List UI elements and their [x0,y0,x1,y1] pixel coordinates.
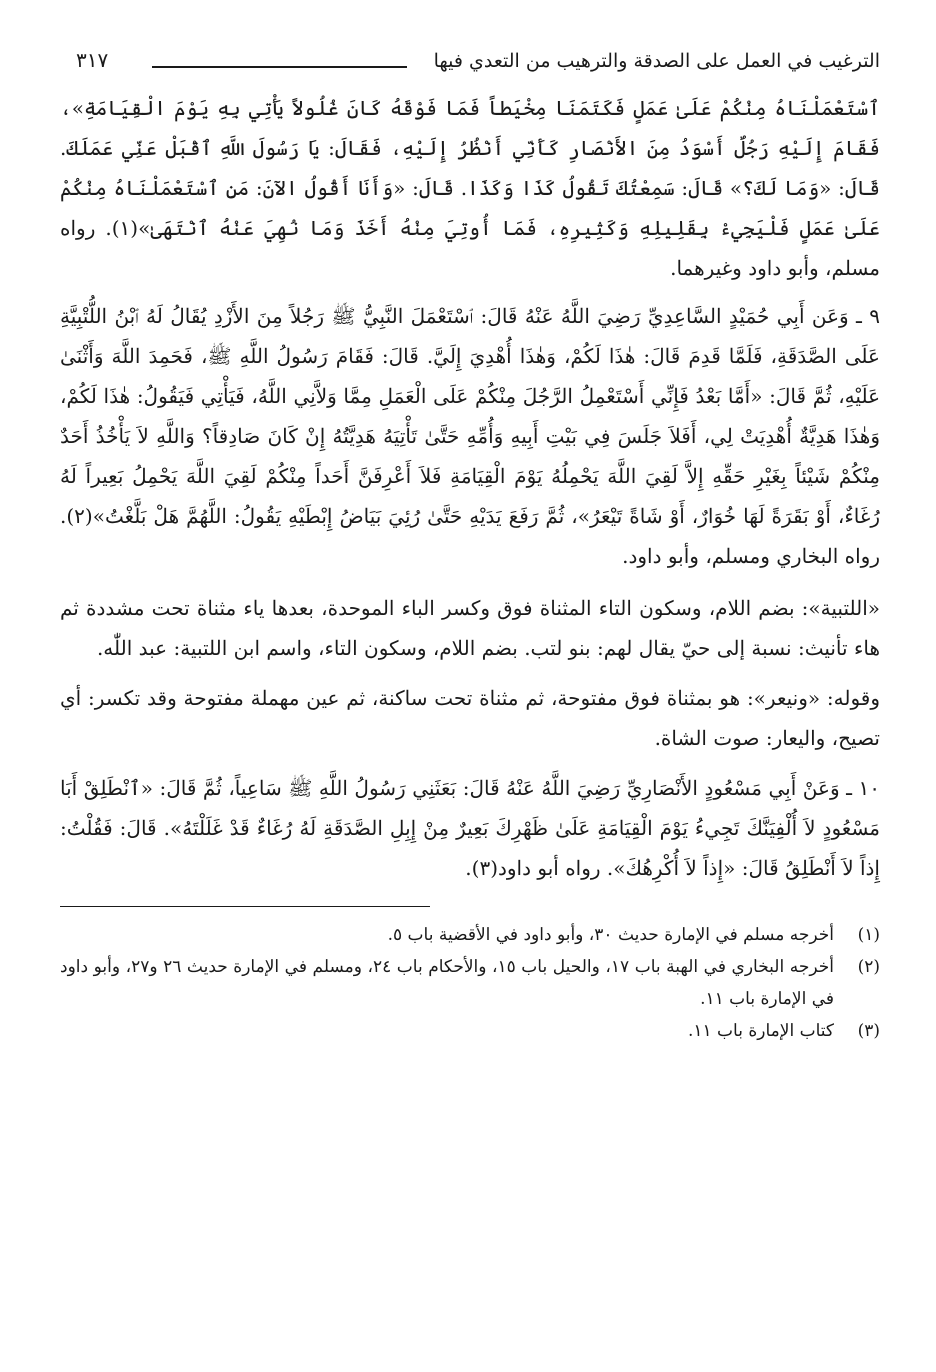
footnote-text: أخرجه البخاري في الهبة باب ١٧، والحيل باب ١٥، والأحكام باب ٢٤، ومسلم في الإمارة حديث ٢٦ و٢٧، وأبو داود في الإمارة باب ١١. [60,957,834,1009]
footnote-marker: (٢) [857,957,880,977]
footnote-marker: (٣) [857,1021,880,1041]
footnote-marker: (١) [857,925,880,945]
footnote-3 [60,1015,880,1047]
page-number: ٣١٧ [76,48,109,72]
footnote-text: كتاب الإمارة باب ١١. [687,1021,834,1041]
page-header [60,40,880,88]
footnotes [60,919,880,1047]
hadith-continuation-paragraph: ٱسْتَعْمَلْنَاهُ مِنْكُمْ عَلَىٰ عَمَلٍ فَكَتَمَنَا مِخْيَطاً فَمَا فَوْقَهُ كَانَ غُلُولاً يَأْتِي بِهِ يَوْمَ الْقِيَامَةِ»، فَقَامَ إِلَيْهِ رَجُلٌ أَسْوَدُ مِنَ الأَنْصَارِ كَأَنِّي أَنْظُرُ إِلَيْهِ، فَقَالَ: يَا رَسُولَ اللَّهِ ٱقْبَلْ عَنِّي عَمَلَكَ. قَالَ: «وَمَا لَكَ؟» قَالَ: سَمِعْتُكَ تَقُولُ كَذَا وَكَذَا. قَالَ: «وَأَنَا أَقُولُ الآنَ: مَنِ ٱسْتَعْمَلْنَاهُ مِنْكُمْ عَلَىٰ عَمَلٍ فَلْيَجِيءْ بِقَلِيلِهِ وَكَثِيرِهِ، فَمَا أُوتِيَ مِنْهُ أَخَذَ وَمَا نُهِيَ عَنْهُ ٱنْتَهَىٰ»(١). رواه مسلم، وأبو داود وغيرهما. [60,96,881,280]
running-title: الترغيب في العمل على الصدقة والترهيب من التعدي فيها [433,50,880,72]
gloss-paragraph-tayar: وقوله: «ونيعر»: هو بمثناة فوق مفتوحة، ثم مثناة تحت ساكنة، ثم عين مهملة مفتوحة وقد تكسر: أي تصيح، واليعار: صوت الشاة. [60,686,880,750]
hadith-paragraph-9: ٩ ـ وَعَن أَبِي حُمَيْدٍ السَّاعِدِيِّ رَضِيَ اللَّهُ عَنْهُ قَالَ: ٱسْتَعْمَلَ النَّبِيُّ ﷺ رَجُلاً مِنَ الأَزْدِ يُقَالُ لَهُ ٱبْنُ اللُّتْبِيَّةِ عَلَى الصَّدَقَةِ، فَلَمَّا قَدِمَ قَالَ: هٰذَا لَكُمْ، وَهٰذَا أُهْدِيَ إِلَيَّ. قَالَ: فَقَامَ رَسُولُ اللَّهِ ﷺ، فَحَمِدَ اللَّهَ وَأَثْنَىٰ عَلَيْهِ، ثُمَّ قَالَ: «أَمَّا بَعْدُ فَإِنِّي أَسْتَعْمِلُ الرَّجُلَ مِنْكُمْ عَلَى الْعَمَلِ مِمَّا وَلاَّنِي اللَّهُ، فَيَأْتِي فَيَقُولُ: هٰذَا لَكُمْ، وَهٰذَا هَدِيَّةٌ أُهْدِيَتْ لِي، أَفَلاَ جَلَسَ فِي بَيْتِ أَبِيهِ وَأُمِّهِ حَتَّىٰ تَأْتِيَهُ هَدِيَّتُهُ إِنْ كَانَ صَادِقاً؟ وَاللَّهِ لاَ يَأْخُذُ أَحَدٌ مِنْكُمْ شَيْئاً بِغَيْرِ حَقِّهِ إِلاَّ لَقِيَ اللَّهَ يَحْمِلُهُ يَوْمَ الْقِيَامَةِ فَلاَ أَعْرِفَنَّ أَحَداً مِنْكُمْ لَقِيَ اللَّهَ يَحْمِلُ بَعِيراً لَهُ رُغَاءٌ، أَوْ بَقَرَةً لَهَا خُوَارٌ، أَوْ شَاةً تَيْعَرُ»، ثُمَّ رَفَعَ يَدَيْهِ حَتَّىٰ رُئِيَ بَيَاضُ إِبْطَيْهِ يَقُولُ: اللَّهُمَّ هَلْ بَلَّغْتُ»(٢). رواه البخاري ومسلم، وأبو داود. [60,304,880,568]
footnote-text: أخرجه مسلم في الإمارة حديث ٣٠، وأبو داود في الأقضية باب ٥. [387,925,834,945]
header-rule [152,66,407,68]
hadith-paragraph-10: ١٠ ـ وَعَنْ أَبِي مَسْعُودٍ الأَنْصَارِيِّ رَضِيَ اللَّهُ عَنْهُ قَالَ: بَعَثَنِي رَسُولُ اللَّهِ ﷺ سَاعِياً، ثُمَّ قَالَ: «ٱنْطَلِقْ أَبَا مَسْعُودٍ لاَ أُلْفِيَنَّكَ تَجِيءُ يَوْمَ الْقِيَامَةِ عَلَىٰ ظَهْرِكَ بَعِيرٌ مِنْ إِبِلِ الصَّدَقَةِ لَهُ رُغَاءٌ قَدْ غَلَلْتَهُ». قَالَ: فَقُلْتُ: إِذاً لاَ أَنْطَلِقُ قَالَ: «إِذاً لاَ أُكْرِهُكَ». رواه أبو داود(٣). [60,776,880,880]
footnote-2 [60,951,880,1015]
gloss-paragraph-lutbiyya: «اللتبية»: بضم اللام، وسكون التاء المثناة فوق وكسر الباء الموحدة، بعدها ياء مثناة تحت مشددة ثم هاء تأنيث: نسبة إلى حيّ يقال لهم: بنو لتب. بضم اللام، وسكون التاء، واسم ابن اللتبية: عبد اللّٰه. [60,596,880,660]
footnote-1 [60,919,880,951]
footnote-divider [60,906,430,907]
body-text [60,88,880,888]
book-page [60,40,880,1340]
